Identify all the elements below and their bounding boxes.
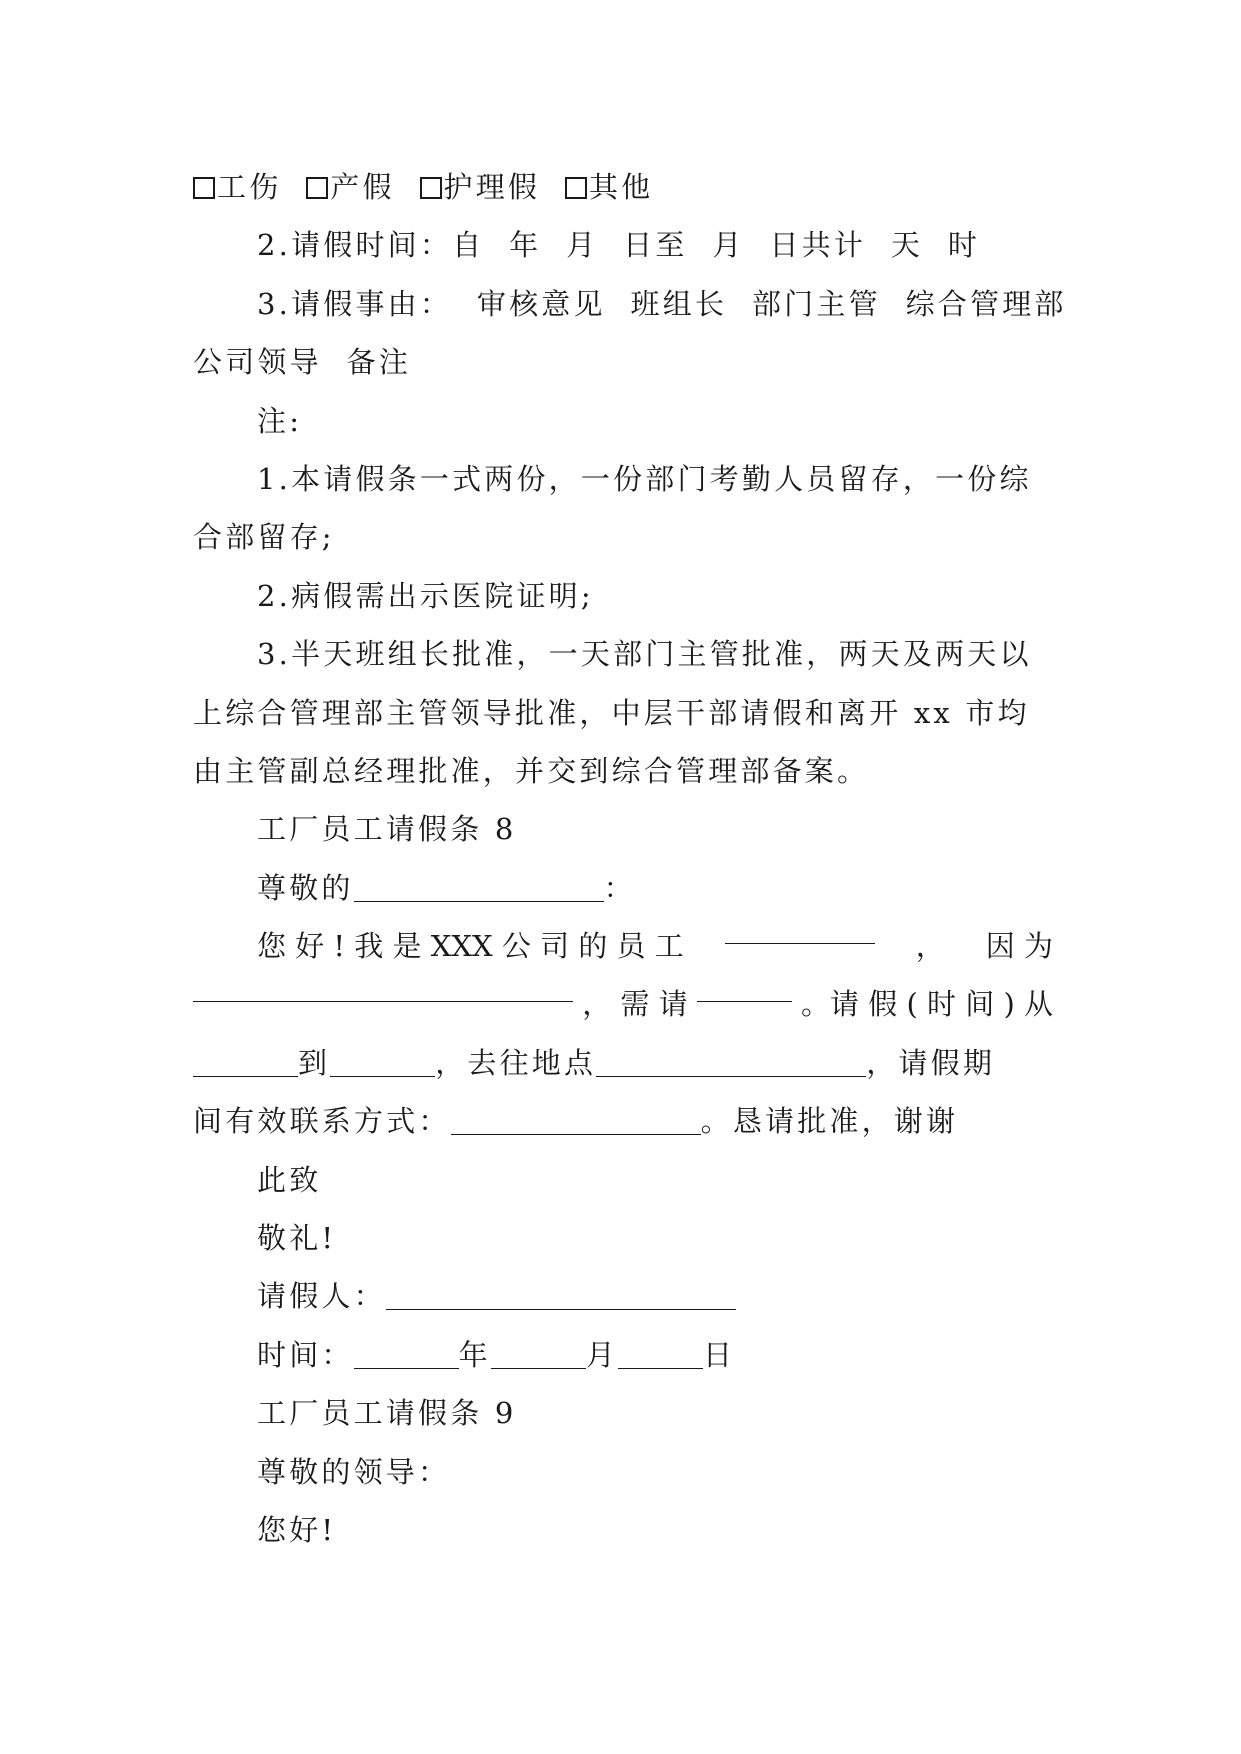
- recipient-blank[interactable]: [354, 875, 604, 902]
- month-blank[interactable]: [491, 1342, 586, 1369]
- closing-line-1: 此致: [257, 1162, 322, 1197]
- period-text: ，请假期: [866, 1045, 996, 1080]
- leave-reason-line-cont: 公司领导 备注: [193, 345, 412, 380]
- contact-end: 。恳请批准，谢谢: [700, 1104, 959, 1139]
- leave-reason-line: 3.请假事由： 审核意见 班组长 部门主管 综合管理部: [257, 286, 1067, 321]
- note-1: 1.本请假条一式两份，一份部门考勤人员留存，一份综: [257, 461, 1032, 496]
- salutation-colon: ：: [603, 870, 636, 905]
- end-date-blank[interactable]: [330, 1050, 435, 1077]
- year-label: 年: [458, 1337, 491, 1372]
- reason-need-line: [193, 975, 1053, 1033]
- section-title-8: 工厂员工请假条 8: [257, 812, 517, 847]
- checkbox-work-injury[interactable]: [193, 177, 215, 199]
- note-2: 2.病假需出示医院证明;: [257, 578, 594, 613]
- date-label: 时间：: [257, 1337, 354, 1372]
- checkbox-maternity[interactable]: [306, 177, 328, 199]
- year-blank[interactable]: [354, 1342, 459, 1369]
- destination-blank[interactable]: [596, 1050, 866, 1077]
- contact-text: 间有效联系方式：: [193, 1104, 451, 1139]
- leave-type-blank[interactable]: [697, 975, 792, 1002]
- note-3: 3.半天班组长批准，一天部门主管批准，两天及两天以: [257, 637, 1032, 672]
- contact-line: [193, 1092, 1053, 1150]
- applicant-label: 请假人：: [257, 1279, 386, 1314]
- reason-blank[interactable]: [193, 975, 573, 1002]
- date-place-line: [193, 1034, 1053, 1092]
- salutation-text: 尊敬的: [257, 870, 354, 905]
- greeting-text: 您 好 ! 我 是 XXX 公 司 的 员 工: [257, 929, 684, 964]
- note-1-cont: 合部留存;: [193, 520, 335, 555]
- leave-time-line: 2.请假时间：自 年 月 日至 月 日共计 天 时: [257, 228, 981, 263]
- salutation-8: [193, 859, 1053, 917]
- section-title-9: 工厂员工请假条 9: [257, 1396, 517, 1431]
- greeting-comma: ，: [915, 929, 945, 964]
- note-3-cont: 上综合管理部主管领导批准，中层干部请假和离开 xx 市均: [193, 695, 1030, 730]
- reason-comma: ，: [582, 987, 612, 1022]
- employee-name-blank[interactable]: [725, 917, 875, 944]
- month-label: 月: [585, 1337, 619, 1372]
- salutation-9: 尊敬的领导：: [257, 1454, 451, 1489]
- document-page: [193, 158, 1067, 1559]
- hello-9: 您好!: [257, 1512, 337, 1547]
- option-other: 其他: [588, 170, 654, 204]
- note-heading: 注:: [257, 403, 303, 438]
- start-date-blank[interactable]: [193, 1050, 298, 1077]
- checkbox-nursing[interactable]: [420, 177, 442, 199]
- greeting-line: [193, 917, 1053, 975]
- day-blank[interactable]: [618, 1342, 703, 1369]
- note-3-cont-2: 由主管副总经理批准，并交到综合管理部备案。: [193, 753, 870, 788]
- day-label: 日: [703, 1337, 736, 1372]
- closing-line-2: 敬礼!: [257, 1221, 337, 1256]
- leave-type-row: [193, 158, 1053, 216]
- date-line: [193, 1326, 1053, 1384]
- because-text: 因 为: [985, 929, 1053, 964]
- applicant-line: [193, 1267, 1053, 1325]
- contact-blank[interactable]: [451, 1108, 701, 1135]
- option-maternity: 产假: [330, 170, 395, 204]
- option-nursing: 护理假: [443, 170, 541, 204]
- checkbox-other[interactable]: [565, 177, 587, 199]
- to-text: 到: [298, 1045, 331, 1080]
- applicant-blank[interactable]: [386, 1283, 736, 1310]
- place-text: ，去往地点: [435, 1045, 597, 1080]
- need-text: 需 请: [620, 987, 688, 1022]
- leave-from-text: 。请 假 ( 时 间 ) 从: [801, 987, 1053, 1022]
- option-work-injury: 工伤: [217, 170, 282, 204]
